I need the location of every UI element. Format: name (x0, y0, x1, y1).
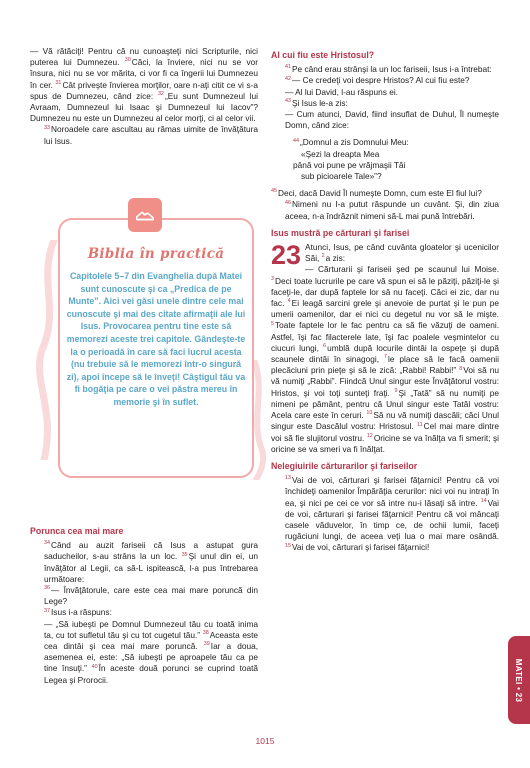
paragraph: $^{41}$Pe când erau strânşi la un loc fariseii, Isus i-a întrebat: (285, 64, 492, 75)
section-heading: Al cui fiu este Hristosul? (271, 50, 375, 60)
paragraph: $^{13}$Vai de voi, cărturari şi farisei făţarnici! Pentru că voi închideţi oamenilor Împărăţia cerurilor: nici voi nu intraţi în ea, şi nici pe cei ce vor să intre nu-i lăsaţi să intre. $^{14}$Vai de voi, cărturari şi farisei făţarnici! Pentru că voi mâncaţi casele văduvelor, în timp ce, de ochii lumii, faceţi rugăciuni lungi, de aceea veţi lua o mai mare osândă. $^{15}$Vai de voi, cărturari şi farisei făţarnici! (285, 475, 499, 553)
paragraph: — Cărturarii şi fariseii şed pe scaunul lui Moise. $^3$Deci toate lucrurile pe care vă spun ei să le păziţi, păziţi-le şi faceţi-le, dar după faptele lor să nu faceţi. Căci ei zic, dar nu fac. $^4$Ei leagă sarcini grele şi anevoie de purtat şi le pun pe umerii oamenilor, dar ei nici cu degetul nu vor să le mişte. $^5$Toate faptele lor le fac pentru ca să fie văzuţi de oameni. Astfel, îşi fac filacterele late, îşi fac poalele veşmintelor cu ciucuri lungi, $^6$umblă după locurile dintâi la ospeţe şi după scaunele dintâi în sinagogi, $^7$le place să le facă oamenii plecăciuni prin pieţe şi să le zică: „Rabbi! Rabbi!” $^8$Voi să nu vă numiţi „Rabbi”. Fiindcă Unul singur este Învăţătorul vostru: Hristos, şi voi toţi sunteţi fraţi. $^9$Şi „Tată” să nu numiţi pe nimeni pe pământ, pentru că Unul singur este Tatăl vostru: Acela care este în ceruri. $^{10}$Să nu vă numiţi dascăli; căci Unul singur este Dascălul vostru: Hristosul. $^{11}$Cel mai mare dintre voi să fie slujitorul vostru. $^{12}$Oricine se va înălţa va fi smerit; şi oricine se va smeri va fi înălţat. (271, 264, 499, 454)
paragraph: $^{37}$Isus i-a răspuns: (44, 607, 112, 618)
paragraph: $^{46}$Nimeni nu I-a putut răspunde un cuvânt. Şi, din ziua aceea, n-a îndrăznit nimeni să-L mai pună întrebări. (285, 199, 499, 221)
paragraph: $^{36}$— Învăţătorule, care este cea mai mare poruncă din Lege? (44, 585, 258, 607)
page-number: 1015 (255, 736, 275, 746)
sneaker-icon (128, 198, 162, 232)
paragraph: 23 Atunci, Isus, pe când cuvânta gloatelor şi ucenicilor Săi, $^2$a zis: (271, 240, 499, 271)
paragraph: $^{33}$Noroadele care ascultau au rămas uimite de învăţătura lui Isus. (44, 124, 258, 146)
chapter-number: 23 (271, 240, 302, 271)
paragraph: $^{45}$Deci, dacă David Îl numeşte Domn, cum este El fiul lui? (271, 188, 482, 199)
paragraph: $^{42}$— Ce credeţi voi despre Hristos? Al cui fiu este? (285, 75, 470, 86)
paragraph: — Cum atunci, David, fiind insuflat de Duhul, Îl numeşte Domn, când zice: (285, 109, 499, 131)
paragraph: $^{34}$Când au auzit fariseii că Isus a astupat gura saducheilor, s-au strâns la un loc. $^{35}$Şi unul din ei, un învăţător al Legii, ca să-L ispitească, l-a pus întrebarea următoare: (44, 540, 258, 584)
left-column (30, 46, 258, 147)
section-heading: Isus mustră pe cărturari şi farisei (271, 227, 410, 238)
book-chapter-tab: MATEI • 23 (508, 636, 530, 724)
section-heading: Porunca cea mai mare (30, 526, 124, 536)
right-column (271, 46, 499, 554)
paragraph: $^{43}$Şi Isus le-a zis: (285, 97, 348, 108)
paragraph: — Al lui David, l-au răspuns ei. (285, 86, 398, 97)
box-title: Biblia în practică (87, 246, 225, 262)
section-heading: Nelegiuirile cărturarilor şi fariseilor (271, 460, 418, 471)
poetry-quote: $^{44}$„Domnul a zis Domnului Meu: «Şezi la dreapta Mea până voi pune pe vrăjmaşii Tăi sub picioarele Tale»”? (293, 137, 409, 182)
paragraph: — „Să iubeşti pe Domnul Dumnezeul tău cu toată inima ta, cu tot sufletul tău şi cu tot cugetul tău.” $^{38}$Aceasta este cea dintâi şi cea mai mare poruncă. $^{39}$Iar a doua, asemenea ei, este: „Să iubeşti pe aproapele tău ca pe tine însuţi.” $^{40}$În aceste două porunci se cuprind toată Legea şi Prorocii. (44, 618, 258, 685)
left-column-lower (30, 522, 258, 686)
paragraph: — Vă rătăciţi! Pentru că nu cunoaşteţi nici Scripturile, nici puterea lui Dumnezeu. $^{30}$Căci, la înviere, nici nu se vor însura, nici nu se vor mărita, ci vor fi ca îngerii lui Dumnezeu în cer. $^{31}$Cât priveşte învierea morţilor, oare n-aţi citit ce vi s-a spus de Dumnezeu, când zice: $^{32}$„Eu sunt Dumnezeul lui Avraam, Dumnezeul lui Isaac şi Dumnezeul lui Iacov”? Dumnezeu nu este un Dumnezeu al celor morţi, ci al celor vii. (30, 46, 259, 124)
box-text: Capitolele 5–7 din Evanghelia după Matei sunt cunoscute şi ca „Predica de pe Munte”. Aici vei găsi unele dintre cele mai cunoscute şi mai des citate afirmaţii ale lui Isus. Provocarea pentru tine este să memorezi aceste trei capitole. Gândeşte-te la o perioadă în care să faci lucrul acesta (nu trebuie să le memorezi într-o singură zi), apoi începe să le înveţi! Câştigul tău va fi bogăţia pe care o vei păstra mereu în memorie şi în suflet. (66, 271, 246, 407)
